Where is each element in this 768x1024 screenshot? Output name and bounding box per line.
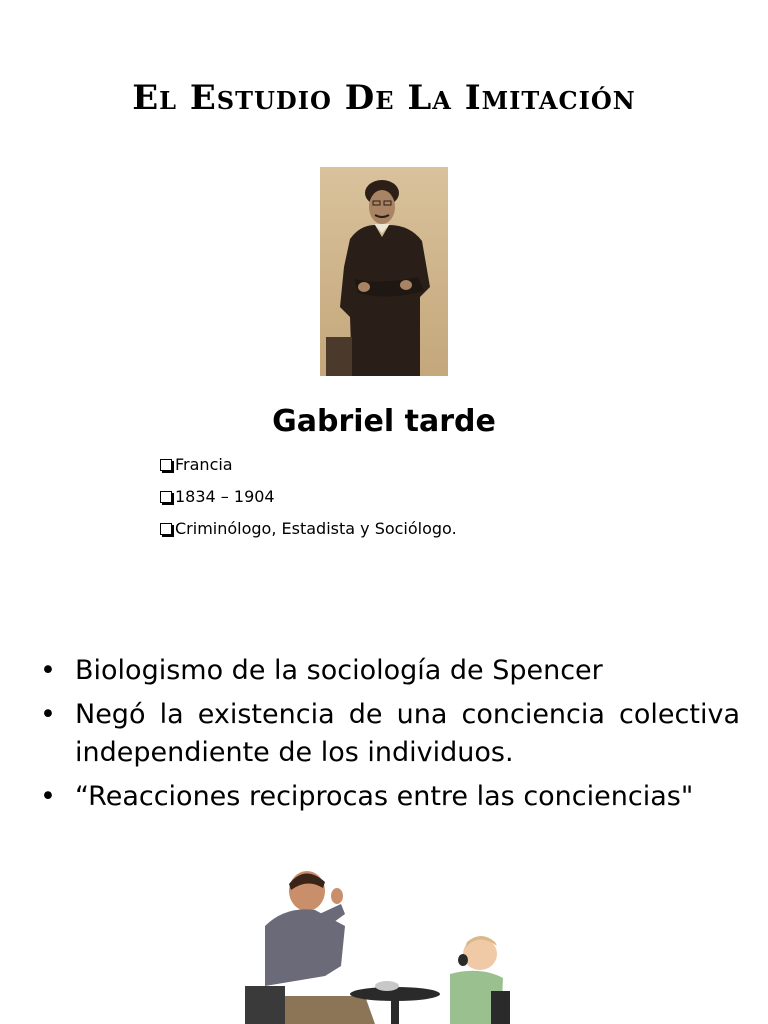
bullet-text: Biologismo de la sociología de Spencer: [75, 655, 603, 686]
portrait-photo-icon: [320, 167, 448, 376]
bullet-dot-icon: •: [40, 655, 56, 686]
bullet-text: Negó la existencia de una conciencia colectiva independiente de los individuos.: [75, 699, 740, 768]
checkbox-bullet-icon: [160, 459, 172, 471]
fact-text: 1834 – 1904: [175, 487, 275, 506]
bullet-dot-icon: •: [40, 781, 56, 812]
fact-text: Criminólogo, Estadista y Sociólogo.: [175, 519, 457, 538]
fact-text: Francia: [175, 455, 233, 474]
list-item: [40, 696, 740, 772]
bullet-list: [40, 652, 740, 822]
person-name: Gabriel tarde: [272, 404, 496, 439]
checkbox-bullet-icon: [160, 491, 172, 503]
list-item: [160, 519, 457, 551]
bullet-text: “Reacciones reciprocas entre las conciencias": [75, 781, 694, 812]
slide-title: El Estudio De La Imitación: [132, 78, 636, 118]
list-item: [40, 652, 740, 690]
list-item: [160, 487, 457, 519]
checkbox-bullet-icon: [160, 523, 172, 535]
facts-list: [160, 455, 457, 551]
list-item: [160, 455, 457, 487]
man-and-child-photo-icon: [245, 866, 510, 1024]
bullet-dot-icon: •: [40, 699, 56, 730]
list-item: [40, 778, 740, 816]
